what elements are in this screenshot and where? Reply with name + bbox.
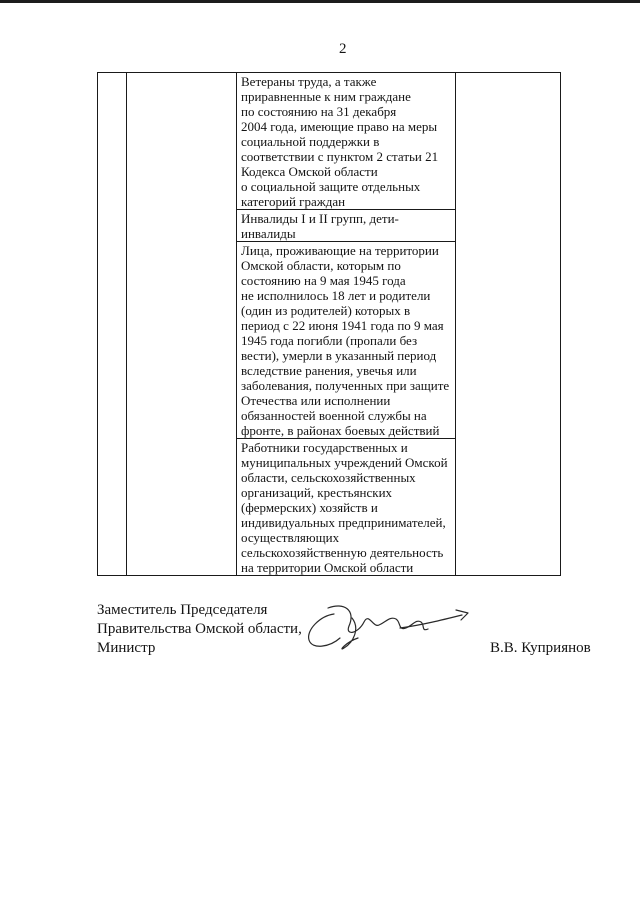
signatory-name: В.В. Куприянов [490, 640, 591, 656]
cell-line: области, сельскохозяйственных [241, 470, 416, 485]
category-cell [237, 439, 456, 576]
page-number: 2 [339, 41, 347, 57]
position-line: Правительства Омской области, [97, 621, 302, 637]
cell-line: Ветераны труда, а также [241, 74, 377, 89]
category-cell [237, 73, 456, 210]
category-cell [237, 242, 456, 439]
cell-line: по состоянию на 31 декабря [241, 104, 397, 119]
cell-line: заболевания, полученных при защите [241, 378, 450, 393]
cell-line: Работники государственных и [241, 440, 408, 455]
cell-line: (один из родителей) которых в [241, 303, 411, 318]
cell-line: 2004 года, имеющие право на меры [241, 119, 438, 134]
cell-line: приравненные к ним граждане [241, 89, 411, 104]
beneficiary-table [97, 72, 561, 576]
cell-line: период с 22 июня 1941 года по 9 мая [241, 318, 444, 333]
number-column-cell [98, 73, 127, 576]
cell-line: на территории Омской области [241, 560, 414, 575]
cell-line: организаций, крестьянских [241, 485, 393, 500]
cell-line: соответствии с пунктом 2 статьи 21 [241, 149, 439, 164]
cell-line: Омской области, которым по [241, 258, 401, 273]
position-line: Министр [97, 640, 156, 656]
cell-line: категорий граждан [241, 194, 346, 209]
cell-line: вследствие ранения, увечья или [241, 363, 417, 378]
cell-line: социальной поддержки в [241, 134, 380, 149]
cell-line: муниципальных учреждений Омской [241, 455, 448, 470]
cell-line: Инвалиды I и II групп, дети- [241, 211, 399, 226]
cell-line: вести), умерли в указанный период [241, 348, 437, 363]
handwritten-signature [300, 598, 475, 654]
cell-line: Отечества или исполнении [241, 393, 391, 408]
cell-line: инвалиды [241, 226, 296, 241]
cell-line: Лица, проживающие на территории [241, 243, 439, 258]
signatory-position [97, 601, 302, 658]
cell-line: индивидуальных предпринимателей, [241, 515, 446, 530]
cell-line: о социальной защите отдельных [241, 179, 421, 194]
cell-line: осуществляющих [241, 530, 340, 545]
cell-line: Кодекса Омской области [241, 164, 378, 179]
measure-column-cell [127, 73, 237, 576]
notes-column-cell [456, 73, 561, 576]
cell-line: фронте, в районах боевых действий [241, 423, 440, 438]
cell-line: обязанностей военной службы на [241, 408, 427, 423]
position-line: Заместитель Председателя [97, 602, 268, 618]
cell-line: 1945 года погибли (пропали без [241, 333, 418, 348]
cell-line: сельскохозяйственную деятельность [241, 545, 444, 560]
cell-line: не исполнилось 18 лет и родители [241, 288, 431, 303]
table-row [98, 73, 561, 210]
category-cell [237, 210, 456, 242]
cell-line: состоянию на 9 мая 1945 года [241, 273, 406, 288]
cell-line: (фермерских) хозяйств и [241, 500, 378, 515]
scan-edge [0, 0, 640, 3]
